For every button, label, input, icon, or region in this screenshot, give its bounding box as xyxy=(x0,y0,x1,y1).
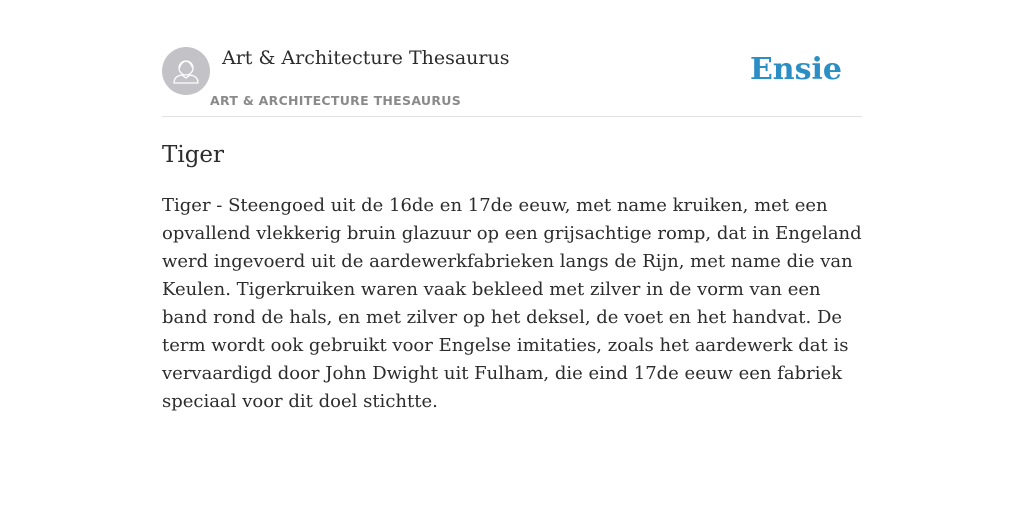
user-avatar-icon xyxy=(162,47,210,95)
article-title: Tiger xyxy=(162,142,225,168)
article-body: Tiger - Steengoed uit de 16de en 17de eeuw, met name kruiken, met een opvallend vlekkerig bruin glazuur op een grijsachtige romp, dat in Engeland werd ingevoerd uit de aardewerkfabrieken langs de Rijn, met name die van Keulen. Tigerkruiken waren vaak bekleed met zilver in de vorm van een band rond de hals, en met zilver op het deksel, de voet en het handvat. De term wordt ook gebruikt voor Engelse imitaties, zoals het aardewerk dat is vervaardigd door John Dwight uit Fulham, die eind 17de eeuw een fabriek speciaal voor dit doel stichtte. xyxy=(162,195,862,412)
author-name[interactable]: Art & Architecture Thesaurus xyxy=(222,47,510,69)
avatar[interactable] xyxy=(162,47,210,95)
header xyxy=(162,46,862,117)
brand-logo[interactable]: Ensie xyxy=(749,52,842,87)
author-subtitle[interactable]: ART & ARCHITECTURE THESAURUS xyxy=(210,93,462,108)
